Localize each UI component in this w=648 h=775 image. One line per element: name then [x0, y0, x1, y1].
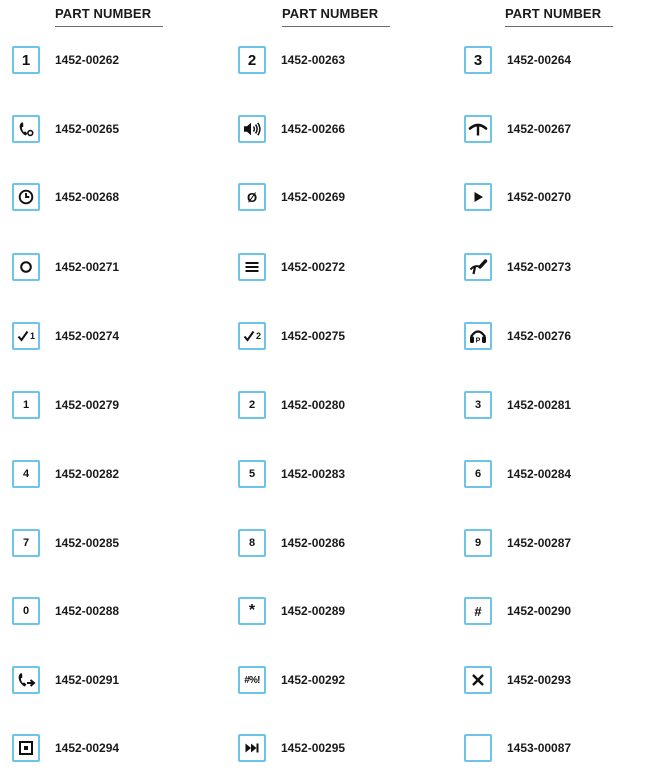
- key-label: 3: [474, 399, 482, 411]
- digit-8-key-icon: [238, 529, 266, 557]
- part-number: 1452-00272: [281, 260, 346, 274]
- column-header-3: [505, 6, 613, 27]
- part-number: 1452-00284: [507, 467, 572, 481]
- key-label: 3: [473, 51, 483, 69]
- part-entry: [464, 459, 571, 489]
- part-entry: [12, 733, 119, 763]
- key-label: 9: [474, 537, 482, 549]
- part-number: 1452-00286: [281, 536, 346, 550]
- part-entry: [464, 114, 571, 144]
- part-entry: [464, 665, 571, 695]
- key-label: 1: [22, 399, 30, 411]
- column-header-1: [55, 6, 163, 27]
- key-label: P: [475, 337, 481, 345]
- headset-key-icon: [464, 322, 492, 350]
- key-label: 6: [474, 468, 482, 480]
- part-entry: [12, 182, 119, 212]
- part-number: 1452-00285: [55, 536, 120, 550]
- play-key-icon: [464, 183, 492, 211]
- digit-6-key-icon: [464, 460, 492, 488]
- part-number: 1452-00292: [281, 673, 346, 687]
- key-label: 2: [255, 331, 261, 341]
- part-entry: [238, 459, 345, 489]
- key-label: #%!: [244, 674, 260, 686]
- check-1-key-icon: [12, 322, 40, 350]
- part-number: 1452-00293: [507, 673, 572, 687]
- key-label: 5: [248, 468, 256, 480]
- part-number: 1453-00087: [507, 741, 572, 755]
- part-entry: [464, 596, 571, 626]
- key-label: 8: [248, 537, 256, 549]
- digit-2-large-key-icon: [238, 46, 266, 74]
- digit-1-key-icon: [12, 391, 40, 419]
- circle-key-icon: [12, 253, 40, 281]
- key-label: 2: [248, 399, 256, 411]
- part-entry: [12, 114, 119, 144]
- handset-voicemail-key-icon: [12, 115, 40, 143]
- part-entry: [238, 321, 345, 351]
- digit-3-key-icon: [464, 391, 492, 419]
- digit-9-key-icon: [464, 529, 492, 557]
- part-entry: [12, 390, 119, 420]
- part-number: 1452-00290: [507, 604, 572, 618]
- part-number: 1452-00283: [281, 467, 346, 481]
- part-number: 1452-00291: [55, 673, 120, 687]
- microphone-key-icon: [464, 253, 492, 281]
- key-label: 4: [22, 468, 30, 480]
- part-number: 1452-00280: [281, 398, 346, 412]
- part-number: 1452-00273: [507, 260, 572, 274]
- key-label: 7: [22, 537, 30, 549]
- part-number: 1452-00294: [55, 741, 120, 755]
- digit-2-key-icon: [238, 391, 266, 419]
- menu-lines-key-icon: [238, 253, 266, 281]
- column-header-2: [282, 6, 390, 27]
- symbols-key-icon: [238, 666, 266, 694]
- part-entry: [238, 390, 345, 420]
- slashed-zero-key-icon: [238, 183, 266, 211]
- part-entry: [464, 321, 571, 351]
- key-label: #: [474, 603, 482, 619]
- part-entry: [464, 252, 571, 282]
- part-number: 1452-00266: [281, 122, 346, 136]
- key-label: 2: [247, 51, 257, 69]
- part-entry: [12, 45, 119, 75]
- part-entry: [12, 321, 119, 351]
- part-number: 1452-00289: [281, 604, 346, 618]
- part-entry: [238, 528, 345, 558]
- digit-7-key-icon: [12, 529, 40, 557]
- part-entry: [12, 252, 119, 282]
- digit-0-key-icon: [12, 597, 40, 625]
- part-entry: [464, 390, 571, 420]
- digit-4-key-icon: [12, 460, 40, 488]
- part-number: 1452-00270: [507, 190, 572, 204]
- part-number: 1452-00275: [281, 329, 346, 343]
- key-label: 0: [22, 605, 30, 617]
- check-2-key-icon: [238, 322, 266, 350]
- part-entry: [238, 182, 345, 212]
- part-entry: [238, 45, 345, 75]
- key-label: Ø: [246, 189, 258, 205]
- digit-1-large-key-icon: [12, 46, 40, 74]
- column-header-label: PART NUMBER: [55, 6, 152, 21]
- hang-up-key-icon: [464, 115, 492, 143]
- part-entry: [238, 114, 345, 144]
- skip-forward-key-icon: [238, 734, 266, 762]
- speaker-key-icon: [238, 115, 266, 143]
- part-number: 1452-00276: [507, 329, 572, 343]
- part-entry: [238, 252, 345, 282]
- part-number: 1452-00263: [281, 53, 346, 67]
- column-header-label: PART NUMBER: [505, 6, 602, 21]
- asterisk-key-icon: [238, 597, 266, 625]
- part-entry: [238, 596, 345, 626]
- part-number: 1452-00265: [55, 122, 120, 136]
- part-number: 1452-00281: [507, 398, 572, 412]
- part-number: 1452-00262: [55, 53, 120, 67]
- part-entry: [464, 182, 571, 212]
- part-entry: [12, 665, 119, 695]
- clock-key-icon: [12, 183, 40, 211]
- digit-3-large-key-icon: [464, 46, 492, 74]
- part-number: 1452-00268: [55, 190, 120, 204]
- blank-key-key-icon: [464, 734, 492, 762]
- part-number: 1452-00279: [55, 398, 120, 412]
- part-number: 1452-00267: [507, 122, 572, 136]
- part-entry: [238, 665, 345, 695]
- key-label: 1: [21, 51, 31, 69]
- close-x-key-icon: [464, 666, 492, 694]
- part-entry: [464, 733, 571, 763]
- part-number: 1452-00288: [55, 604, 120, 618]
- part-entry: [238, 733, 345, 763]
- dot-square-key-icon: [12, 734, 40, 762]
- column-header-label: PART NUMBER: [282, 6, 379, 21]
- key-label: 1: [29, 331, 35, 341]
- part-number: 1452-00287: [507, 536, 572, 550]
- part-number: 1452-00274: [55, 329, 120, 343]
- part-entry: [12, 528, 119, 558]
- part-entry: [12, 459, 119, 489]
- part-number: 1452-00295: [281, 741, 346, 755]
- part-number: 1452-00269: [281, 190, 346, 204]
- call-forward-key-icon: [12, 666, 40, 694]
- key-label: *: [248, 602, 256, 619]
- digit-5-key-icon: [238, 460, 266, 488]
- hash-key-icon: [464, 597, 492, 625]
- part-number: 1452-00264: [507, 53, 572, 67]
- part-entry: [12, 596, 119, 626]
- part-entry: [464, 528, 571, 558]
- part-number: 1452-00282: [55, 467, 120, 481]
- part-number: 1452-00271: [55, 260, 120, 274]
- part-entry: [464, 45, 571, 75]
